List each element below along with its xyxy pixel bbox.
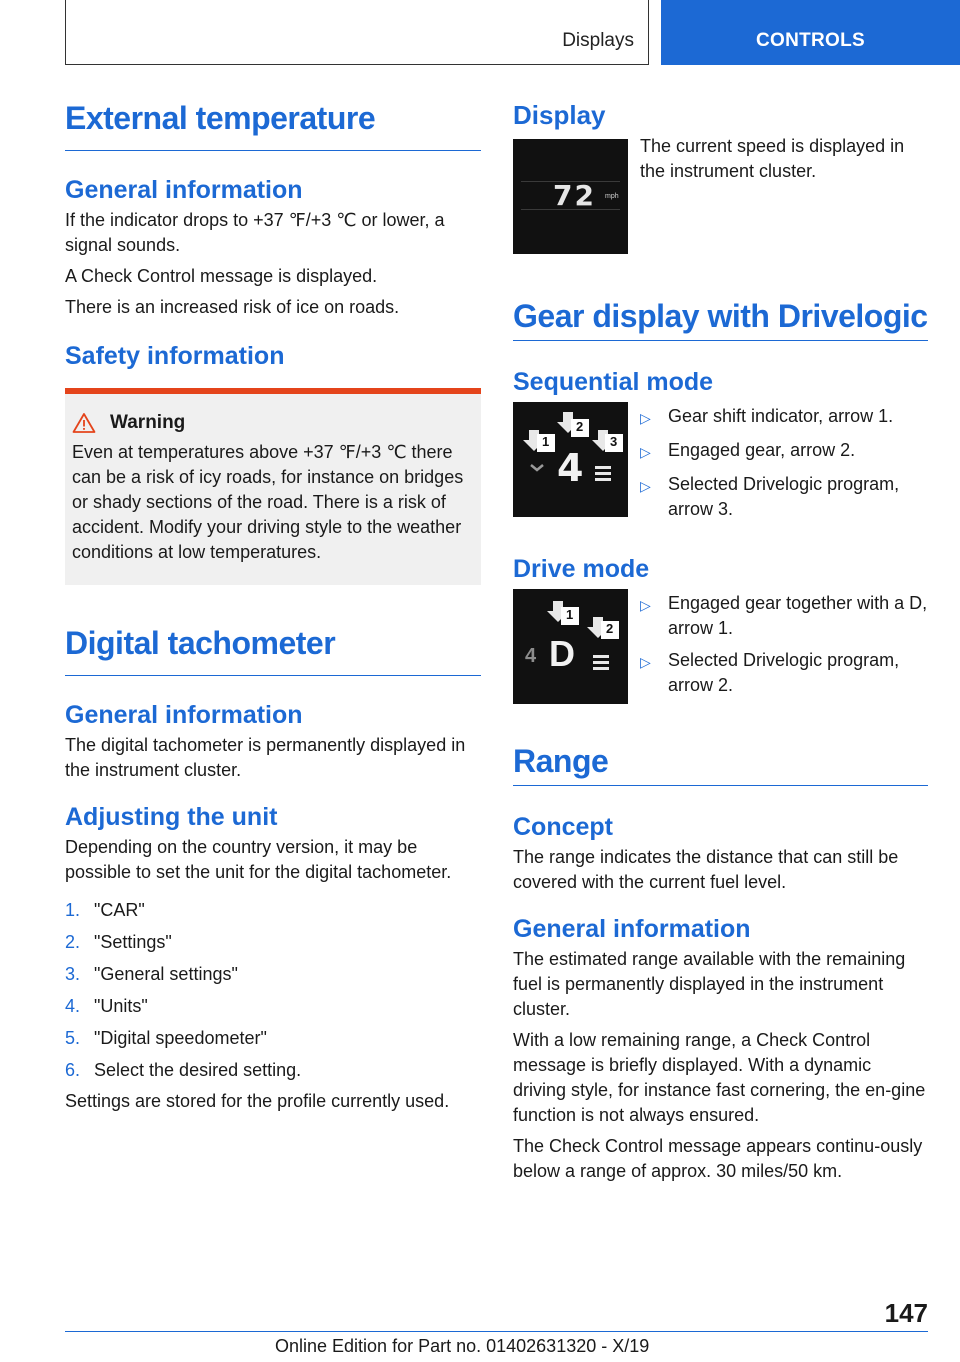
sequential-row <box>513 402 928 529</box>
warning-title: Warning <box>110 412 186 433</box>
list-item: ▷ Engaged gear, arrow 2. <box>640 438 928 465</box>
list-item: 6. Select the desired setting. <box>65 1060 302 1080</box>
list-item: ▷ Selected Drivelogic program, arrow 2. <box>640 648 928 698</box>
ext-temp-general-p2: A Check Control message is displayed. <box>65 266 378 286</box>
speed-display-image <box>513 139 628 254</box>
display-heading: Display <box>513 100 606 130</box>
sequential-mode-image: 1 2 3 4 <box>513 402 628 517</box>
triangle-bullet-icon: ▷ <box>640 654 651 670</box>
triangle-bullet-icon: ▷ <box>640 597 651 613</box>
drive-row <box>513 589 928 705</box>
gear-display-section <box>513 298 928 705</box>
ext-temp-general-p1: If the indicator drops to +37 ℉/+3 ℃ or lower, a signal sounds. <box>65 210 445 255</box>
range-general-heading: General information <box>513 915 751 943</box>
drive-bullets <box>640 591 928 698</box>
sequential-mode-heading: Sequential mode <box>513 368 714 396</box>
range-concept-heading: Concept <box>513 813 613 841</box>
range-concept-p1: The range indicates the distance that can still be covered with the current fuel level. <box>513 847 899 892</box>
range-general-p1: The estimated range available with the remaining fuel is permanently displayed in the instrument cluster. <box>513 949 906 1019</box>
header-section-tab <box>65 0 649 65</box>
tacho-general-heading: General information <box>65 701 303 729</box>
engaged-gear-value: 4 <box>525 645 537 667</box>
speed-unit: mph <box>605 193 619 200</box>
drive-mode-letter: D <box>549 633 575 674</box>
digital-tachometer-title: Digital tachometer <box>65 625 481 676</box>
tacho-stored-note: Settings are stored for the profile currently used. <box>65 1091 450 1111</box>
page-number: 147 <box>884 1298 928 1328</box>
footer-divider <box>65 1331 928 1332</box>
speed-value: 72 <box>553 179 596 212</box>
tacho-adjust-heading: Adjusting the unit <box>65 803 278 831</box>
display-text: The current speed is displayed in the instrument cluster. <box>640 136 905 181</box>
range-title: Range <box>513 743 928 786</box>
drive-mode-heading: Drive mode <box>513 555 650 583</box>
header-chapter-tab <box>661 0 960 65</box>
triangle-bullet-icon: ▷ <box>640 478 651 494</box>
external-temperature-section <box>65 100 481 585</box>
external-temperature-title: External temperature <box>65 100 481 151</box>
ext-temp-general-heading: General information <box>65 176 303 204</box>
edition-text: Online Edition for Part no. 01402631320 - X/19 <box>275 1336 650 1356</box>
list-item: ▷ Selected Drivelogic program, arrow 3. <box>640 472 928 522</box>
digital-tachometer-section <box>65 625 481 1114</box>
warning-header <box>72 412 473 434</box>
unit-steps-list <box>65 898 481 1083</box>
gear-display-title: Gear display with Drivelogic <box>513 298 928 341</box>
display-section <box>513 100 928 254</box>
list-item: 3. "General settings" <box>65 964 238 984</box>
triangle-bullet-icon: ▷ <box>640 410 651 426</box>
range-section <box>513 743 928 1184</box>
display-row <box>513 136 928 254</box>
left-column <box>65 100 481 1114</box>
section-label: Displays <box>562 30 634 51</box>
range-general-p2: With a low remaining range, a Check Control message is briefly displayed. With a dynamic driving style, for instance fast cornering, the en-gine function is not always ensured. <box>513 1030 926 1125</box>
warning-box <box>65 388 481 585</box>
drive-mode-image: 1 2 4 D <box>513 589 628 704</box>
tacho-adjust-p1: Depending on the country version, it may be possible to set the unit for the digital tachometer. <box>65 837 452 882</box>
right-column <box>513 100 928 1184</box>
list-item: 2. "Settings" <box>65 932 172 952</box>
chapter-label: CONTROLS <box>755 30 865 51</box>
list-item: 4. "Units" <box>65 996 148 1016</box>
tacho-general-p1: The digital tachometer is permanently displayed in the instrument cluster. <box>65 735 466 780</box>
range-general-p3: The Check Control message appears continu-ously below a range of approx. 30 miles/50 km. <box>513 1136 923 1181</box>
list-item: ▷ Gear shift indicator, arrow 1. <box>640 404 928 431</box>
ext-temp-general-p3: There is an increased risk of ice on roads. <box>65 297 400 317</box>
engaged-gear-value: 4 <box>557 446 584 490</box>
warning-text: Even at temperatures above +37 ℉/+3 ℃ there can be a risk of icy roads, for instance on bridges or shady sections of the road. There is a risk of accident. Modify your driving style to the weather conditions at low temperatures. <box>72 442 464 562</box>
warning-triangle-icon <box>72 412 96 434</box>
triangle-bullet-icon: ▷ <box>640 444 651 460</box>
ext-temp-safety-heading: Safety information <box>65 342 285 370</box>
list-item: ▷ Engaged gear together with a D, arrow 1. <box>640 591 928 641</box>
list-item: 5. "Digital speedometer" <box>65 1028 267 1048</box>
sequential-bullets <box>640 404 928 522</box>
list-item: 1. "CAR" <box>65 900 145 920</box>
